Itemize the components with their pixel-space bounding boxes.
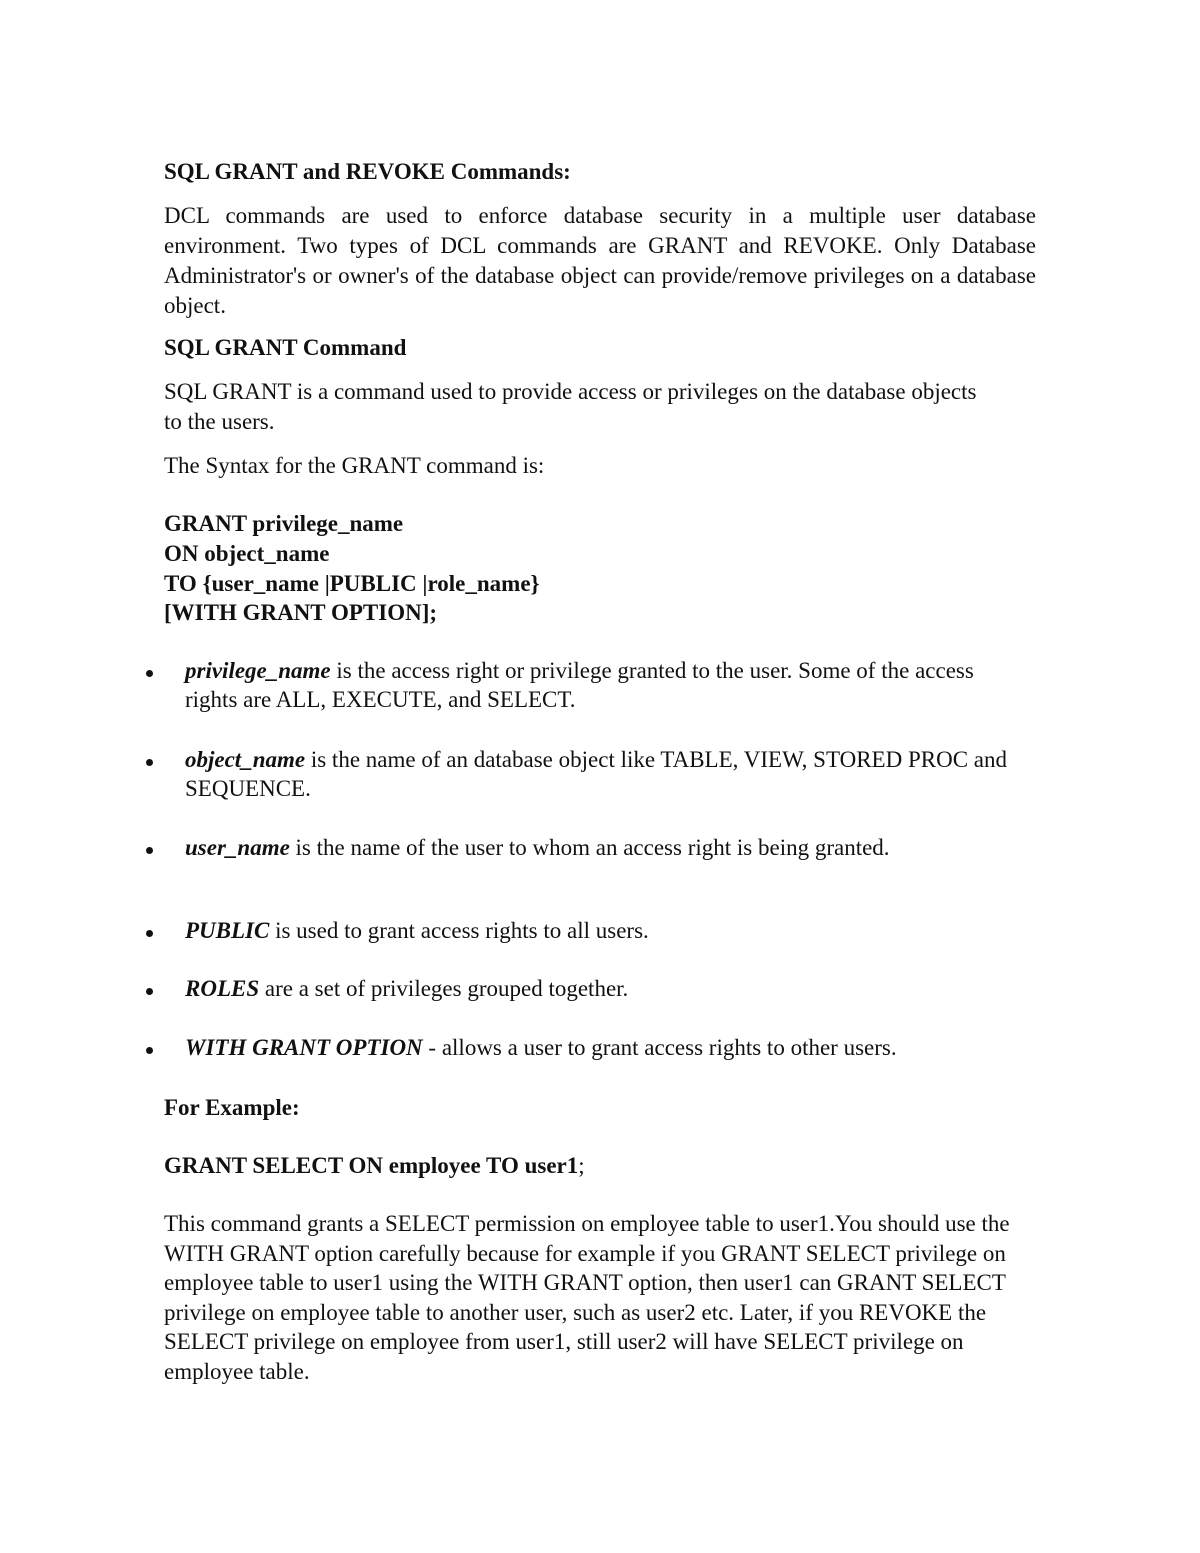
- syntax-line: GRANT privilege_name: [164, 511, 404, 536]
- bullet-icon: [146, 1047, 153, 1054]
- syntax-line: ON object_name: [164, 541, 330, 566]
- list-item-term: privilege_name: [185, 658, 331, 683]
- list-item-text: is the access right or privilege granted to the user. Some of the access rights are ALL, EXECUTE, and SELECT.: [185, 658, 974, 712]
- grant-description: SQL GRANT is a command used to provide access or privileges on the database objects to the users.: [164, 379, 977, 434]
- list-item-text: - allows a user to grant access rights to other users.: [422, 1035, 897, 1060]
- bullet-icon: [146, 670, 153, 677]
- main-heading: SQL GRANT and REVOKE Commands:: [164, 159, 571, 184]
- list-item-text: is the name of an database object like TABLE, VIEW, STORED PROC and SEQUENCE.: [185, 747, 1007, 801]
- syntax-intro: The Syntax for the GRANT command is:: [164, 453, 545, 478]
- syntax-line: [WITH GRANT OPTION];: [164, 600, 438, 625]
- list-item-text: is the name of the user to whom an access right is being granted.: [289, 835, 890, 860]
- bullet-icon: [146, 988, 153, 995]
- syntax-line: TO {user_name |PUBLIC |role_name}: [164, 571, 540, 596]
- example-code-suffix: ;: [578, 1153, 585, 1178]
- list-item-text: is used to grant access rights to all users.: [269, 918, 649, 943]
- example-code-statement: GRANT SELECT ON employee TO user1: [164, 1153, 579, 1178]
- list-item-term: object_name: [185, 747, 306, 772]
- list-item-term: user_name: [185, 835, 290, 860]
- list-item-term: WITH GRANT OPTION: [185, 1035, 423, 1060]
- example-code: [164, 1151, 585, 1181]
- bullet-icon: [146, 759, 153, 766]
- bullet-icon: [146, 930, 153, 937]
- grant-section-heading: SQL GRANT Command: [164, 335, 407, 360]
- list-item-term: ROLES: [185, 976, 260, 1001]
- list-item-text: are a set of privileges grouped together.: [259, 976, 629, 1001]
- example-heading: For Example:: [164, 1095, 300, 1120]
- example-explanation: This command grants a SELECT permission on employee table to user1.You should use the WITH GRANT option carefully because for example if you GRANT SELECT privilege on employee table to user1 using the WITH GRANT option, then user1 can GRANT SELECT privilege on employee table to another user, such as user2 etc. Later, if you REVOKE the SELECT privilege on employee from user1, still user2 will have SELECT privilege on employee table.: [164, 1211, 1010, 1384]
- bullet-icon: [146, 847, 153, 854]
- intro-paragraph: DCL commands are used to enforce database security in a multiple user database environment. Two types of DCL commands are GRANT and REVOKE. Only Database Administrator's or owner's of the database object can provide/remove privileges on a database object.: [164, 203, 1036, 318]
- list-item-term: PUBLIC: [185, 918, 270, 943]
